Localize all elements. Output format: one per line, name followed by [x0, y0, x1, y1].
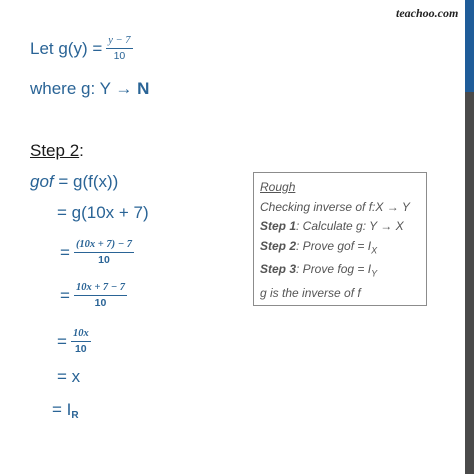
rough-step-1-text: : Calculate g: Y → X: [296, 219, 404, 233]
eq-fraction-3-frac: [71, 327, 91, 356]
rough-last-line: g is the inverse of f: [260, 286, 361, 301]
let-g-denominator: 10: [113, 50, 126, 62]
scrollbar-thumb[interactable]: [465, 0, 474, 92]
rough-step-2-text: : Prove gof = I: [296, 238, 372, 253]
eq-fraction-1: [60, 238, 134, 267]
eq-identity-main: = I: [52, 400, 72, 419]
eq-fraction-3-numerator: 10x: [71, 327, 91, 342]
line-let-g: [30, 34, 133, 63]
rough-step-3-text: : Prove fog = I: [296, 262, 372, 277]
step-2-heading: [30, 141, 84, 161]
rough-step-1: [260, 217, 420, 237]
gof-lhs: gof: [30, 172, 54, 191]
where-g-prefix: where g: Y →: [30, 79, 133, 98]
rough-step-3: [260, 260, 420, 284]
eq-fraction-2-frac: [74, 281, 127, 310]
eq-x: = x: [57, 367, 81, 386]
let-g-fraction: [106, 34, 132, 63]
rough-step-2: [260, 237, 420, 261]
eq-fraction-1-numerator: (10x + 7) − 7: [74, 238, 134, 253]
line-where-g: [30, 79, 149, 99]
eq-fraction-1-frac: [74, 238, 134, 267]
eq-identity: [52, 400, 79, 421]
rough-line-checking: Checking inverse of f:X → Y: [260, 199, 410, 214]
eq-fraction-2-equals: =: [60, 285, 70, 305]
scrollbar[interactable]: [465, 0, 474, 474]
eq-fraction-1-denominator: 10: [98, 254, 110, 266]
where-g-bold-n: N: [137, 79, 150, 98]
eq-fraction-2-denominator: 10: [94, 297, 107, 309]
step-2-colon: :: [79, 141, 84, 160]
rough-title: Rough: [260, 180, 296, 194]
eq-identity-subscript: R: [71, 410, 79, 421]
eq-fraction-2-numerator: 10x + 7 − 7: [74, 281, 127, 296]
eq-fraction-2: [60, 281, 127, 310]
gof-rhs: = g(f(x)): [53, 172, 119, 191]
eq-g-10x-7: = g(10x + 7): [57, 203, 149, 222]
step-2-label: Step 2: [30, 141, 80, 160]
gof-line: [30, 172, 118, 192]
eq-fraction-3: [57, 327, 91, 356]
let-g-prefix: Let g(y) =: [30, 38, 103, 58]
watermark: teachoo.com: [396, 6, 459, 20]
eq-fraction-3-denominator: 10: [74, 343, 87, 355]
eq-fraction-1-equals: =: [60, 242, 70, 262]
rough-step-2-sub: X: [371, 244, 378, 255]
let-g-numerator: y − 7: [106, 34, 132, 49]
rough-step-1-label: Step 1: [260, 219, 297, 233]
eq-fraction-3-equals: =: [57, 331, 67, 351]
rough-step-3-label: Step 3: [260, 262, 297, 277]
rough-box: [253, 172, 427, 306]
rough-step-2-label: Step 2: [260, 238, 297, 253]
rough-step-3-sub: Y: [371, 268, 378, 279]
